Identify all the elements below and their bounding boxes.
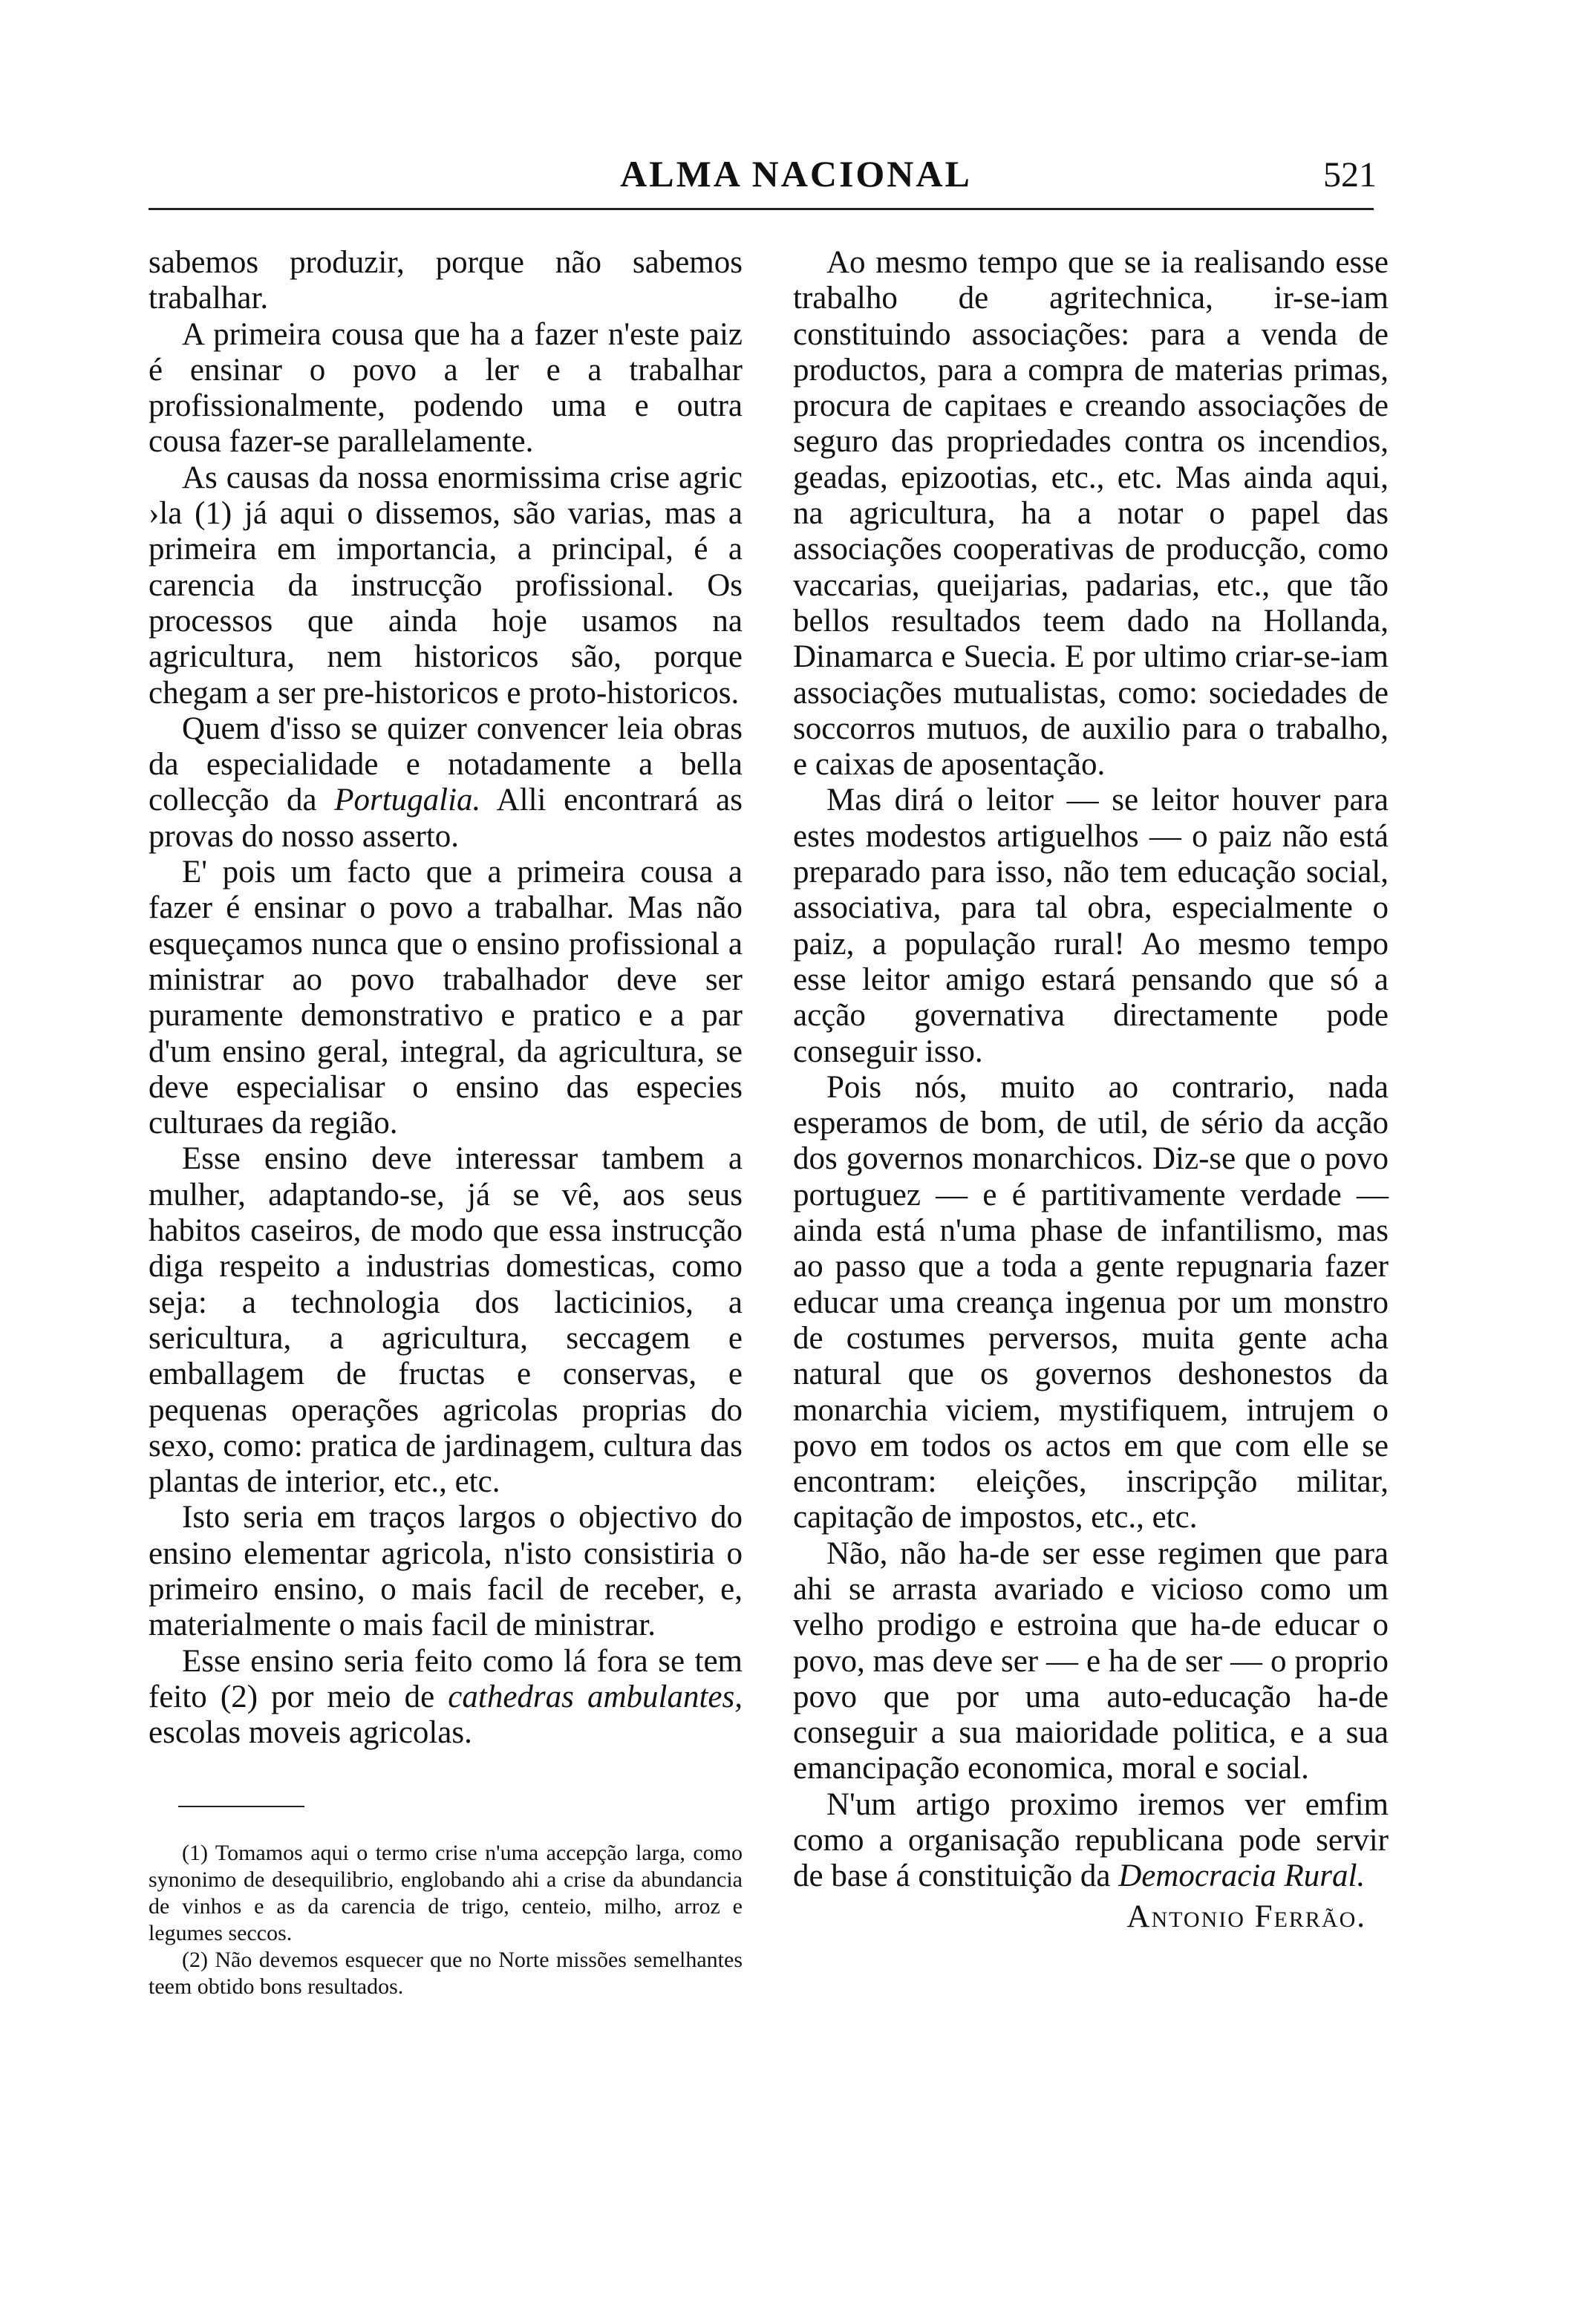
italic-title: Democracia Rural. <box>1118 1858 1366 1894</box>
footnote: (2) Não devemos esquecer que no Norte missões semelhantes teem obtido bons resultados. <box>149 1948 743 1999</box>
header-rule <box>149 208 1374 210</box>
text-run: Alli encontrará as provas do nosso asserto. <box>149 783 743 854</box>
text-run: Esse ensino seria feito como lá fora se tem feito (2) por meio de <box>149 1643 743 1714</box>
paragraph: E' pois um facto que a primeira cousa a fazer é ensinar o povo a trabalhar. Mas não esqueçamos nunca que o ensino profissional a ministrar ao povo trabalhador deve ser puramente demonstrativo e pratico e a par d'um ensino geral, integral, da agricultura, se deve especialisar o ensino das especies culturaes da região. <box>149 855 743 1141</box>
paragraph <box>793 1787 1389 1895</box>
paragraph: sabemos produzir, porque não sabemos trabalhar. <box>149 245 743 316</box>
text-run: Quem d'isso se quizer convencer leia obras da especialidade e notadamente a bella collecção da <box>149 711 743 818</box>
right-column <box>793 245 1389 1935</box>
text-run: escolas moveis agricolas. <box>149 1715 472 1751</box>
footnote-rule <box>178 1806 304 1807</box>
paragraph: As causas da nossa enormissima crise agric ›la (1) já aqui o dissemos, são varias, mas a primeira em importancia, a principal, é a carencia da instrucção profissional. Os processos que ainda hoje usamos na agricultura, nem historicos são, porque chegam a ser pre-historicos e proto-historicos. <box>149 460 743 711</box>
left-column <box>149 245 743 1751</box>
paragraph: Mas dirá o leitor — se leitor houver para estes modestos artiguelhos — o paiz não está preparado para isso, não tem educação social, associativa, para tal obra, especialmente o paiz, a população rural! Ao mesmo tempo esse leitor amigo estará pensando que só a acção governativa directamente pode conseguir isso. <box>793 783 1389 1069</box>
italic-title: Portugalia. <box>334 783 481 818</box>
footnotes <box>149 1840 743 2000</box>
paragraph: A primeira cousa que ha a fazer n'este paiz é ensinar o povo a ler e a trabalhar profissionalmente, podendo uma e outra cousa fazer-se parallelamente. <box>149 316 743 460</box>
paragraph: Pois nós, muito ao contrario, nada esperamos de bom, de util, de sério da acção dos governos monarchicos. Diz-se que o povo portuguez — e é partitivamente verdade — ainda está n'uma phase de infantilismo, mas ao passo que a toda a gente repugnaria fazer educar uma creança ingenua por um monstro de costumes perversos, muita gente acha natural que os governos deshonestos da monarchia viciem, mystifiquem, intrujem o povo em todos os actos em que com elle se encontram: eleições, inscripção militar, capitação de impostos, etc., etc. <box>793 1069 1389 1535</box>
paragraph: Ao mesmo tempo que se ia realisando esse trabalho de agritechnica, ir-se-iam constituindo associações: para a venda de productos, para a compra de materias primas, procura de capitaes e creando associações de seguro das propriedades contra os incendios, geadas, epizootias, etc., etc. Mas ainda aqui, na agricultura, ha a notar o papel das associações cooperativas de producção, como vaccarias, queijarias, padarias, etc., que tão bellos resultados teem dado na Hollanda, Dinamarca e Suecia. E por ultimo criar-se-iam associações mutualistas, como: sociedades de soccorros mutuos, de auxilio para o trabalho, e caixas de aposentação. <box>793 245 1389 783</box>
paragraph: Não, não ha-de ser esse regimen que para ahi se arrasta avariado e vicioso como um velho prodigo e estroina que ha-de educar o povo, mas deve ser — e ha de ser — o proprio povo que por uma auto-educação ha-de conseguir a sua maioridade politica, e a sua emancipação economica, moral e social. <box>793 1535 1389 1786</box>
running-header-title: ALMA NACIONAL <box>620 153 972 195</box>
paragraph <box>149 711 743 855</box>
paragraph <box>149 1644 743 1752</box>
page-number: 521 <box>1323 155 1377 195</box>
text-run: N'um artigo proximo iremos ver emfim como a organisação republicana pode servir de base á constituição da <box>793 1786 1389 1894</box>
paragraph: Isto seria em traços largos o objectivo do ensino elementar agricola, n'isto consistiria o primeiro ensino, o mais facil de receber, e, materialmente o mais facil de ministrar. <box>149 1500 743 1643</box>
footnote: (1) Tomamos aqui o termo crise n'uma accepção larga, como synonimo de desequilibrio, englobando ahi a crise da abundancia de vinhos e as da carencia de trigo, centeio, milho, arroz e legumes seccos. <box>149 1841 743 1945</box>
author-signature: Antonio Ferrão. <box>1126 1899 1366 1934</box>
italic-term: cathedras ambulantes, <box>448 1679 743 1714</box>
paragraph: Esse ensino deve interessar tambem a mulher, adaptando-se, já se vê, aos seus habitos caseiros, de modo que essa instrucção diga respeito a industrias domesticas, como seja: a technologia dos lacticinios, a sericultura, a agricultura, seccagem e emballagem de fructas e conservas, e pequenas operações agricolas proprias do sexo, como: pratica de jardinagem, cultura das plantas de interior, etc., etc. <box>149 1141 743 1500</box>
